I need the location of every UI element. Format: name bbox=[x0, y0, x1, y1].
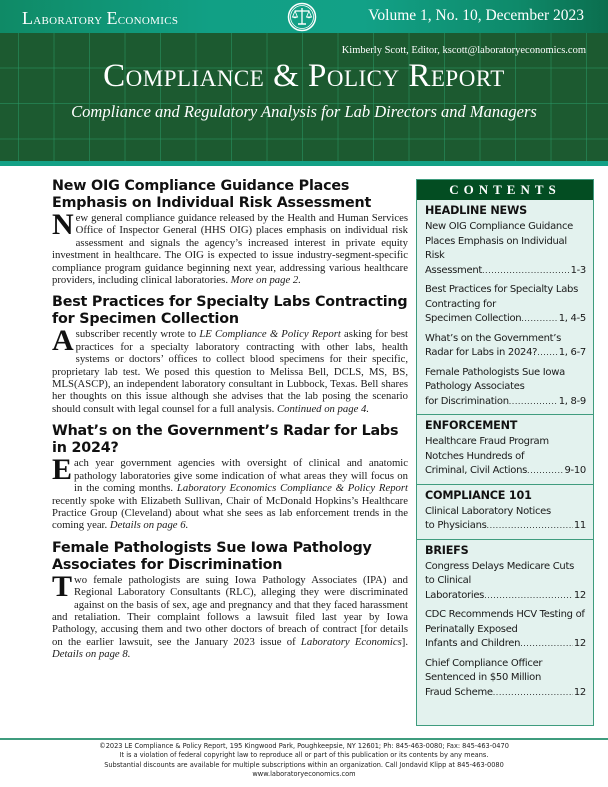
toc-item[interactable] bbox=[425, 283, 586, 327]
toc-item-title: Healthcare Fraud Program Notches Hundreds of bbox=[425, 436, 549, 462]
article-text: asking for best practices for a specialty laboratory contracting with other labs, health systems or doctors’ offices to collect blood specimens for their specific, proprietary lab test. We posed this question to Melissa Bell, DCLS, MS, BS, MLS(ASCP), an independent laboratory consultant in Lubbock, Texas. Bell shares her thoughts on this issue although she advises that the lab posing the scenario should consult with legal counsel for a full analysis. bbox=[52, 328, 408, 415]
toc-page-number: 1, 8-9 bbox=[558, 395, 586, 407]
toc-item[interactable] bbox=[425, 560, 586, 604]
brand-text-1: aboratory bbox=[33, 12, 107, 28]
article-body bbox=[52, 453, 409, 532]
article-text: ]. bbox=[401, 635, 409, 648]
article-specialty-labs bbox=[52, 294, 408, 415]
toc-item-title: Chief Compliance Officer Sentenced in $50 Million bbox=[425, 657, 543, 683]
contents-section-headline-news bbox=[417, 200, 593, 415]
toc-page-number: 1, 6-7 bbox=[558, 347, 586, 358]
toc-item-title-end: Radar for Labs in 2024? bbox=[425, 347, 538, 358]
footer-website-link[interactable]: www.laboratoryeconomics.com bbox=[252, 769, 356, 778]
toc-page-number: 1-3 bbox=[570, 264, 586, 276]
article-more-link[interactable]: Continued on page 4. bbox=[277, 402, 370, 415]
drop-cap: N bbox=[52, 208, 74, 241]
article-text: ach year government agencies with oversight of clinical and anatomic pathology laboratories give some indication of what areas they will focus on in the coming months. bbox=[74, 457, 408, 495]
article-oig-guidance bbox=[52, 178, 408, 286]
toc-item-title-end: Fraud Scheme bbox=[425, 686, 493, 698]
publication-subtitle: Compliance and Regulatory Analysis for Lab Directors and Managers bbox=[71, 102, 537, 121]
footer bbox=[0, 742, 608, 779]
leader-dots bbox=[521, 312, 557, 327]
footer-rule bbox=[0, 738, 608, 740]
scales-of-justice-icon bbox=[287, 2, 317, 32]
publication-name: LE Compliance & Policy Report bbox=[199, 328, 341, 341]
article-more-link[interactable]: Details on page 6. bbox=[109, 519, 189, 532]
toc-item-title: Congress Delays Medicare Cuts to Clinical bbox=[425, 560, 575, 586]
toc-item-title-end: Assessment bbox=[425, 264, 482, 276]
article-more-link[interactable]: More on page 2. bbox=[230, 274, 301, 287]
leader-dots bbox=[527, 464, 563, 479]
toc-item[interactable] bbox=[425, 608, 586, 652]
masthead-rule bbox=[0, 161, 608, 166]
toc-item-title-end: to Physicians bbox=[425, 520, 487, 531]
toc-item[interactable] bbox=[425, 366, 586, 410]
article-body bbox=[52, 324, 408, 415]
article-female-pathologists bbox=[52, 540, 408, 661]
drop-cap: E bbox=[52, 453, 73, 487]
article-headline: Best Practices for Specialty Labs Contracting for Specimen Collection bbox=[52, 294, 408, 328]
footer-copyright-notice: It is a violation of federal copyright law to reproduce all or part of this publication or its contents by any means. bbox=[119, 751, 489, 760]
toc-item[interactable] bbox=[425, 332, 586, 361]
article-headline: What’s on the Government’s Radar for Labs in 2024? bbox=[52, 423, 399, 457]
section-title: HEADLINE NEWS bbox=[425, 204, 527, 217]
article-text: recently spoke with Elizabeth Sullivan, Chair of McDonald Hopkins’s Healthcare Practice Group (Cleveland) about what she sees as lab enforcement trends in the coming year. bbox=[52, 494, 408, 532]
article-text: wo female pathologists are suing Iowa Pathology Associates (IPA) and Regional Laboratory Consultants (RLC), alleging they were discriminated against on the basis of sex, age and pregnancy and that they faced harassment and retaliation. Their complaint follows a lawsuit filed last year by Iowa Pathology, accusing them and two other doctors of breach of contract [for details on the earlier lawsuit, see the January 2023 issue of bbox=[52, 573, 408, 648]
toc-item-title-end: Infants and Children bbox=[425, 638, 521, 649]
article-text: subscriber recently wrote to bbox=[75, 328, 200, 341]
section-title: ENFORCEMENT bbox=[425, 419, 518, 432]
brand-name bbox=[22, 8, 178, 29]
contents-section-briefs bbox=[417, 540, 593, 706]
publication-name: Laboratory Economics Compliance & Policy Report bbox=[176, 482, 409, 495]
toc-page-number: 12 bbox=[573, 686, 586, 698]
footer-subscription-note: Substantial discounts are available for multiple subscriptions within an organization. Call Jondavid Klipp at 845-463-0080 bbox=[104, 760, 504, 769]
section-title: BRIEFS bbox=[425, 543, 469, 557]
article-body bbox=[52, 208, 408, 287]
leader-dots bbox=[520, 637, 573, 652]
toc-item-title: Clinical Laboratory Notices bbox=[425, 505, 551, 517]
leader-dots bbox=[482, 264, 570, 279]
issue-volume: Volume 1, No. 10, December 2023 bbox=[368, 7, 584, 24]
toc-item-title: What’s on the Government’s bbox=[425, 332, 562, 344]
editor-credit: Kimberly Scott, Editor, kscott@laboratoryeconomics.com bbox=[341, 45, 586, 56]
toc-item-title-end: Criminal, Civil Actions bbox=[425, 465, 528, 476]
contents-section-compliance-101 bbox=[417, 485, 593, 540]
toc-page-number: 9-10 bbox=[564, 465, 586, 476]
toc-item-title-end: for Discrimination bbox=[425, 395, 509, 407]
leader-dots bbox=[509, 395, 558, 410]
footer-copyright: ©2023 LE Compliance & Policy Report, 195 Kingwood Park, Poughkeepsie, NY 12601; Ph: 845-463-0080; Fax: 845-463-0470 bbox=[99, 742, 509, 750]
article-government-radar bbox=[52, 423, 408, 531]
article-text: ew general compliance guidance released by the Health and Human Services Office of Inspector General (HHS OIG) places emphasis on individual risk assessment and signals the agency’s increased interest in private equity investment in healthcare. The OIG is expected to issue industry-segment-specific compliance program guidance beginning next year, addressing various healthcare providers, including clinical laboratories. bbox=[52, 212, 408, 287]
article-headline: New OIG Compliance Guidance Places Emphasis on Individual Risk Assessment bbox=[52, 178, 372, 211]
toc-item-title-end: Laboratories bbox=[425, 589, 485, 601]
leader-dots bbox=[493, 686, 573, 701]
article-body bbox=[52, 569, 409, 661]
leader-dots bbox=[537, 346, 558, 361]
publication-title: Compliance & Policy Report bbox=[103, 58, 505, 94]
contents-box bbox=[416, 179, 594, 726]
toc-page-number: 1, 4-5 bbox=[558, 313, 586, 324]
toc-page-number: 12 bbox=[573, 638, 586, 649]
toc-page-number: 12 bbox=[573, 589, 586, 601]
articles-column bbox=[52, 178, 408, 669]
toc-item[interactable] bbox=[425, 505, 586, 534]
contents-header: CONTENTS bbox=[417, 180, 593, 200]
toc-item-title: Best Practices for Specialty Labs Contracting for bbox=[425, 284, 578, 310]
toc-page-number: 11 bbox=[573, 520, 586, 531]
leader-dots bbox=[487, 519, 573, 534]
section-title: COMPLIANCE 101 bbox=[425, 488, 532, 502]
drop-cap: A bbox=[52, 324, 74, 358]
article-more-link[interactable]: Details on page 8. bbox=[52, 648, 131, 661]
contents-section-enforcement bbox=[417, 415, 593, 485]
toc-item[interactable] bbox=[425, 657, 586, 701]
toc-item-title: Female Pathologists Sue Iowa Pathology Associates bbox=[425, 366, 565, 392]
brand-initial-l: L bbox=[22, 8, 34, 28]
leader-dots bbox=[484, 589, 573, 604]
toc-item-title: New OIG Compliance Guidance Places Emphasis on Individual Risk bbox=[425, 221, 574, 261]
toc-item[interactable] bbox=[425, 220, 586, 278]
brand-text-2: conomics bbox=[117, 12, 179, 28]
top-banner bbox=[0, 0, 608, 33]
article-headline: Female Pathologists Sue Iowa Pathology Associates for Discrimination bbox=[52, 539, 372, 573]
brand-initial-e: E bbox=[106, 8, 118, 28]
toc-item[interactable] bbox=[425, 435, 586, 479]
toc-item-title: CDC Recommends HCV Testing of Perinatally Exposed bbox=[425, 609, 585, 635]
drop-cap: T bbox=[52, 569, 73, 603]
publication-name: Laboratory Economics bbox=[300, 635, 402, 648]
toc-item-title-end: Specimen Collection bbox=[425, 313, 522, 324]
